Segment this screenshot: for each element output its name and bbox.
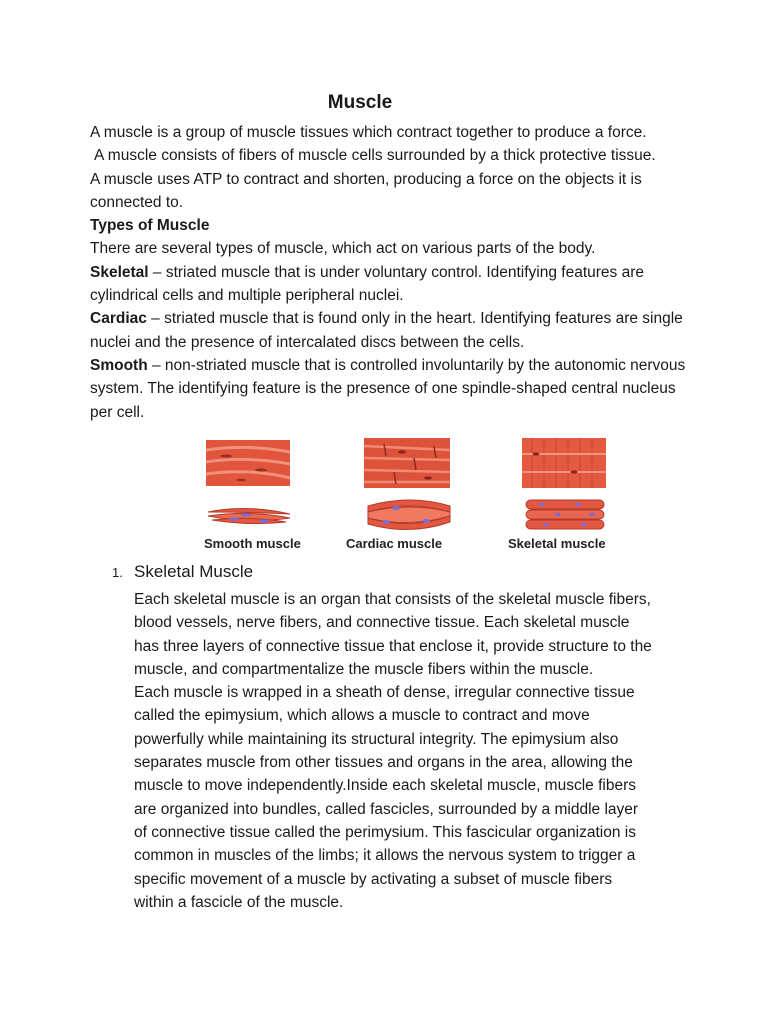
- skeletal-muscle-diagram: [522, 496, 608, 532]
- type-smooth-name: Smooth: [90, 356, 148, 374]
- type-cardiac-name: Cardiac: [90, 310, 147, 328]
- page-title: Muscle: [327, 92, 393, 113]
- cardiac-muscle-diagram: [366, 496, 452, 532]
- intro-line-1: A muscle is a group of muscle tissues which contract together to produce a force.: [90, 124, 647, 141]
- muscle-types-figure: [200, 436, 620, 556]
- section-number: 1.: [112, 565, 123, 580]
- cardiac-muscle-micrograph: [364, 438, 450, 488]
- type-cardiac: [90, 307, 690, 354]
- type-skeletal-desc: – striated muscle that is under voluntary control. Identifying features are cylindrical cells and multiple peripheral nuclei.: [90, 263, 645, 305]
- section-paragraph-2: Each muscle is wrapped in a sheath of dense, irregular connective tissue called the epimysium, which allows a muscle to contract and move powerfully while maintaining its structural integrity. The epimysium also separates muscle from other tissues and organs in the area, allowing the muscle to move independently.Inside each skeletal muscle, muscle fibers are organized into bundles, called fascicles, surrounded by a middle layer of connective tissue called the perimysium. This fascicular organization is common in muscles of the limbs; it allows the nervous system to trigger a specific movement of a muscle by activating a subset of muscle fibers within a fascicle of the muscle.: [134, 684, 639, 911]
- intro-line-3: A muscle uses ATP to contract and shorten, producing a force on the objects it is connected to.: [90, 170, 642, 211]
- section-heading: [112, 562, 672, 582]
- section-title: Skeletal Muscle: [134, 562, 254, 581]
- intro-text: [90, 121, 690, 424]
- section-body: [134, 588, 654, 914]
- skeletal-muscle-micrograph: [522, 438, 606, 488]
- skeletal-muscle-section: [112, 562, 672, 914]
- types-intro: There are several types of muscle, which act on various parts of the body.: [90, 240, 596, 258]
- type-smooth-desc: – non-striated muscle that is controlled involuntarily by the autonomic nervous system. The identifying feature is the presence of one spindle-shaped central nucleus per cell.: [90, 356, 686, 421]
- type-smooth: [90, 354, 690, 424]
- smooth-muscle-diagram: [206, 502, 292, 526]
- type-cardiac-desc: – striated muscle that is found only in the heart. Identifying features are single nuclei and the presence of intercalated discs between the cells.: [90, 310, 683, 351]
- section-paragraph-1: Each skeletal muscle is an organ that consists of the skeletal muscle fibers, blood vessels, nerve fibers, and connective tissue. Each skeletal muscle has three layers of connective tissue that enclose it, provide structure to the muscle, and compartmentalize the muscle fibers within the muscle.: [134, 591, 652, 678]
- caption-smooth: Smooth muscle: [204, 536, 301, 551]
- caption-cardiac: Cardiac muscle: [346, 536, 443, 551]
- type-skeletal: [90, 261, 690, 308]
- type-skeletal-name: Skeletal: [90, 263, 149, 281]
- smooth-muscle-micrograph: [206, 440, 290, 486]
- caption-skeletal: Skeletal muscle: [508, 536, 606, 551]
- intro-line-2: A muscle consists of fibers of muscle cells surrounded by a thick protective tissue.: [94, 147, 656, 165]
- types-heading: Types of Muscle: [90, 217, 210, 235]
